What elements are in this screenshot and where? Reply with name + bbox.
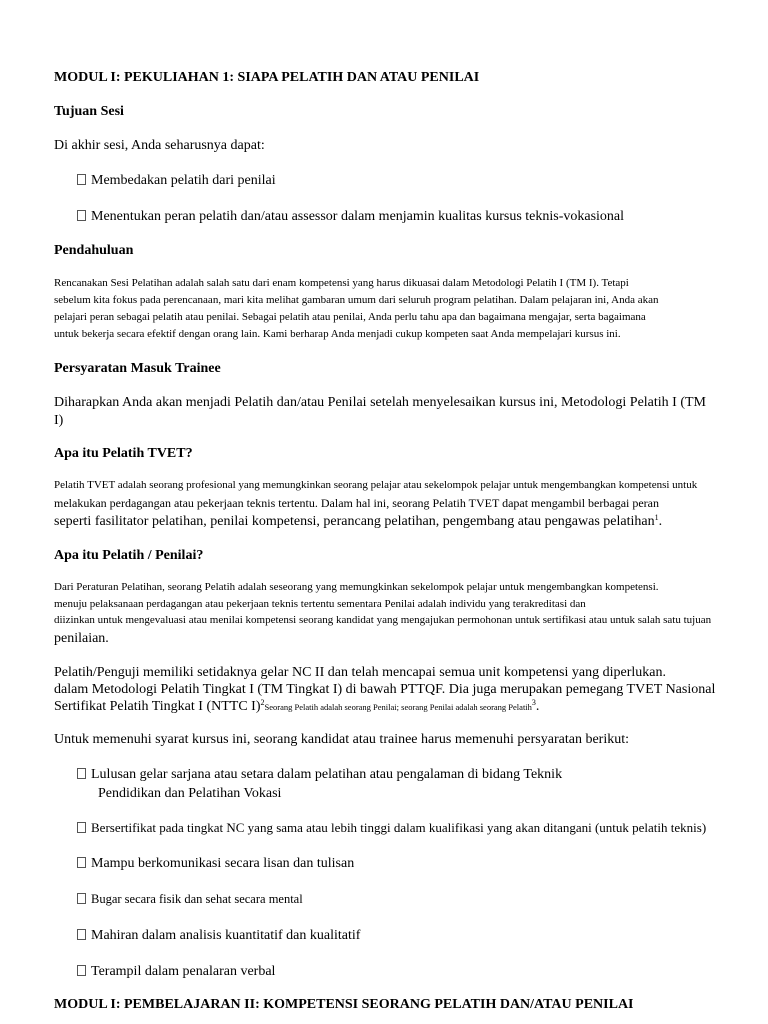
footnote-marker: 3 [531, 698, 536, 707]
paragraph-line: I) [54, 413, 64, 428]
paragraph-line: penilaian. [54, 631, 109, 646]
checkbox-glyph-icon [77, 857, 86, 868]
list-item: Bersertifikat pada tingkat NC yang sama atau lebih tinggi dalam kualifikasi yang akan ditangani (untuk pelatih teknis) [77, 821, 706, 834]
section-heading-tvet: Apa itu Pelatih TVET? [54, 446, 193, 461]
paragraph-line: seperti fasilitator pelatihan, penilai kompetensi, perancang pelatihan, pengembang atau pengawas pelatihan$^1$. [54, 513, 663, 529]
paragraph-line: Sertifikat Pelatih Tingkat I (NTTC I)$^2$Seorang Pelatih adalah seorang Penilai; seorang Penilai adalah seorang Pelatih$^3$. [54, 698, 540, 714]
footnote-marker: 1 [654, 513, 659, 522]
module-title: MODUL I: PEKULIAHAN 1: SIAPA PELATIH DAN ATAU PENILAI [54, 70, 480, 85]
checkbox-glyph-icon [77, 965, 86, 976]
list-item: Membedakan pelatih dari penilai [77, 174, 276, 188]
list-item: Mampu berkomunikasi secara lisan dan tulisan [77, 857, 354, 871]
list-item-continuation: Pendidikan dan Pelatihan Vokasi [98, 786, 282, 801]
list-item: Lulusan gelar sarjana atau setara dalam pelatihan atau pengalaman di bidang Teknik [77, 768, 562, 782]
paragraph-line: Pelatih TVET adalah seorang profesional yang memungkinkan seorang pelajar atau sekelompok pelajar untuk mengembangkan kompetensi untuk [54, 479, 698, 491]
paragraph-line: Rencanakan Sesi Pelatihan adalah salah satu dari enam kompetensi yang harus dikuasai dalam Metodologi Pelatih I (TM I). Tetapi [54, 277, 629, 289]
checkbox-glyph-icon [77, 174, 86, 185]
paragraph-line: Diharapkan Anda akan menjadi Pelatih dan/atau Penilai setelah menyelesaikan kursus ini, Metodologi Pelatih I (TM [54, 395, 706, 410]
checkbox-glyph-icon [77, 929, 86, 940]
tujuan-intro: Di akhir sesi, Anda seharusnya dapat: [54, 138, 265, 153]
checkbox-glyph-icon [77, 893, 86, 904]
paragraph-line: dalam Metodologi Pelatih Tingkat I (TM Tingkat I) di bawah PTTQF. Dia juga merupakan pemegang TVET Nasional [54, 682, 716, 697]
checkbox-glyph-icon [77, 822, 86, 833]
list-item: Mahiran dalam analisis kuantitatif dan kualitatif [77, 929, 360, 943]
paragraph-line: pelajari peran sebagai pelatih atau penilai. Sebagai pelatih atau penilai, Anda perlu tahu apa dan bagaimana mengajar, serta bagaimana [54, 311, 646, 323]
paragraph-line: menuju pelaksanaan perdagangan atau pekerjaan teknis tertentu sementara Penilai adalah individu yang terakreditasi dan [54, 598, 586, 610]
checkbox-glyph-icon [77, 768, 86, 779]
paragraph-line: Pelatih/Penguji memiliki setidaknya gelar NC II dan telah mencapai semua unit kompetensi yang diperlukan. [54, 665, 666, 680]
paragraph-line: Dari Peraturan Pelatihan, seorang Pelatih adalah seseorang yang memungkinkan sekelompok pelajar untuk mengembangkan kompetensi. [54, 581, 659, 593]
section-heading-penilai: Apa itu Pelatih / Penilai? [54, 548, 204, 563]
footnote-marker: 2 [260, 698, 265, 707]
paragraph-line: untuk bekerja secara efektif dengan orang lain. Kami berharap Anda menjadi cukup kompeten saat Anda mempelajari kursus ini. [54, 328, 621, 340]
list-item: Bugar secara fisik dan sehat secara mental [77, 893, 303, 906]
paragraph-line: diizinkan untuk mengevaluasi atau menilai kompetensi seorang kandidat yang mengajukan permohonan untuk sertifikasi atau untuk salah satu tujuan [54, 614, 712, 626]
section-heading-pendahuluan: Pendahuluan [54, 243, 134, 258]
paragraph-line: sebelum kita fokus pada perencanaan, mari kita melihat gambaran umum dari seluruh program pelatihan. Dalam pelajaran ini, Anda akan [54, 294, 659, 306]
footnote-note: Seorang Pelatih adalah seorang Penilai; seorang Penilai adalah seorang Pelatih [264, 702, 532, 712]
section-heading-tujuan: Tujuan Sesi [54, 104, 124, 119]
module-title-next: MODUL I: PEMBELAJARAN II: KOMPETENSI SEORANG PELATIH DAN/ATAU PENILAI [54, 997, 634, 1012]
paragraph-line: Untuk memenuhi syarat kursus ini, seorang kandidat atau trainee harus memenuhi persyaratan berikut: [54, 732, 629, 747]
checkbox-glyph-icon [77, 210, 86, 221]
section-heading-persyaratan: Persyaratan Masuk Trainee [54, 361, 221, 376]
list-item: Terampil dalam penalaran verbal [77, 965, 275, 979]
list-item: Menentukan peran pelatih dan/atau assessor dalam menjamin kualitas kursus teknis-vokasional [77, 210, 624, 224]
paragraph-line: melakukan perdagangan atau pekerjaan teknis tertentu. Dalam hal ini, seorang Pelatih TVET dapat mengambil berbagai peran [54, 496, 659, 510]
